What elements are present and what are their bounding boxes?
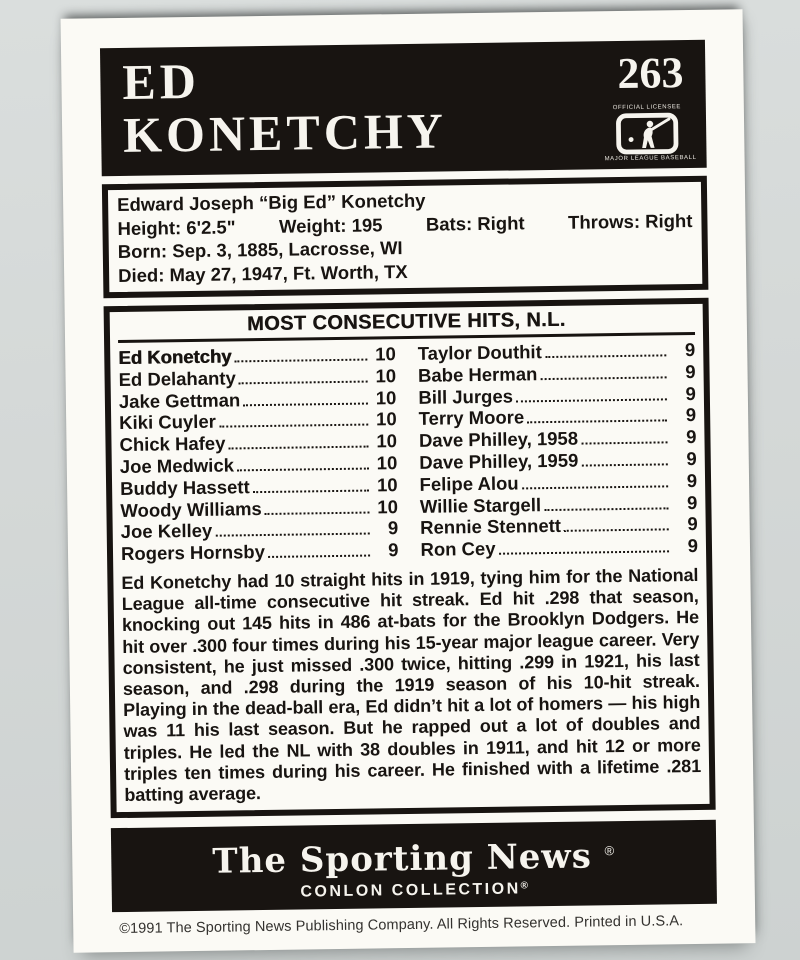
dot-leader [545, 354, 667, 358]
biography-paragraph: Ed Konetchy had 10 straight hits in 1919, tying him for the National League all-time consecutive hit streak. Ed hit .298 that season, knocking out 145 hits in 486 at-bats for the Brooklyn Dodgers. He hit over .300 four times during his 15-year major league career. Very consistent, he just missed .300 twice, hitting .299 in 1921, his last season, and .298 during the 1919 season of his 10-hit streak. Playing in the dead-ball era, Ed didn’t hit a lot of homers — his high was 11 his last season. But he rapped out a lot of doubles and triples. He led the NL with 38 doubles in 1911, and hit 12 or more triples ten times during his career. He finished with a lifetime .281 batting average. [121, 564, 702, 805]
stat-player-name: Chick Hafey [119, 432, 226, 456]
stat-player-name: Dave Philley, 1958 [418, 427, 579, 452]
player-last-name: KONETCHY [122, 102, 448, 163]
stat-value: 9 [685, 404, 697, 426]
stats-table [118, 339, 698, 565]
stat-value: 10 [375, 364, 397, 387]
stat-player-name: Babe Herman [417, 362, 538, 386]
stat-player-name: Rennie Stennett [420, 515, 562, 539]
stat-player-name: Joe Medwick [119, 454, 235, 477]
bio-box [102, 176, 709, 298]
stat-value: 10 [376, 452, 398, 474]
dot-leader [522, 485, 668, 489]
stat-player-name: Kiki Cuyler [119, 411, 216, 434]
stats-left-column [118, 343, 399, 565]
dot-leader [581, 442, 667, 445]
dot-leader [544, 507, 668, 511]
dot-leader [516, 398, 667, 402]
mlb-logo-bottom-text: MAJOR LEAGUE BASEBALL [604, 154, 697, 163]
stat-player-name: Buddy Hassett [119, 475, 250, 499]
stat-value: 10 [376, 430, 398, 452]
mlb-batter-icon [615, 112, 680, 155]
dot-leader [228, 446, 368, 450]
stat-player-name: Ed Delahanty [118, 367, 236, 390]
stat-value: 9 [388, 539, 399, 561]
dot-leader [499, 551, 669, 555]
bio-vital-item: Throws: Right [567, 209, 693, 233]
dot-leader [239, 380, 367, 384]
stat-value: 9 [687, 535, 699, 557]
registered-mark-icon: ® [604, 843, 616, 859]
stat-value: 9 [686, 491, 698, 513]
stat-player-name: Woody Williams [120, 497, 262, 521]
bio-vital-item: Bats: Right [425, 211, 525, 235]
stat-player-name: Willie Stargell [419, 493, 542, 517]
mlb-logo [604, 104, 697, 163]
dot-leader [564, 529, 669, 532]
sporting-news-wordmark: The Sporting News [212, 836, 593, 882]
dot-leader [265, 511, 369, 514]
stat-value: 9 [684, 338, 696, 361]
dot-leader [581, 463, 667, 466]
stat-player-name: Taylor Douthit [417, 341, 542, 364]
stat-player-name: Bill Jurges [418, 385, 514, 408]
stat-value: 9 [387, 517, 399, 539]
player-first-name: ED [122, 52, 201, 110]
stat-value: 9 [687, 513, 698, 535]
stat-value: 10 [377, 495, 399, 518]
stats-right-column [418, 339, 699, 561]
stat-value: 9 [686, 469, 698, 491]
stat-value: 10 [375, 408, 397, 430]
dot-leader [527, 420, 667, 424]
card-number: 263 [617, 48, 684, 99]
dot-leader [215, 533, 369, 537]
bio-vital-item: Height: 6'2.5" [117, 215, 236, 239]
stat-row [121, 539, 399, 565]
stat-player-name: Joe Kelley [120, 520, 213, 543]
stat-value: 9 [685, 382, 696, 404]
dot-leader [540, 376, 666, 380]
copyright-line: ©1991 The Sporting News Publishing Company. All Rights Reserved. Printed in U.S.A. [119, 913, 684, 938]
bio-born: Born: Sep. 3, 1885, Lacrosse, WI [117, 237, 403, 263]
dot-leader [234, 359, 366, 363]
registered-mark-icon: ® [520, 880, 529, 892]
bio-died: Died: May 27, 1947, Ft. Worth, TX [117, 260, 408, 286]
stat-player-name: Terry Moore [418, 406, 525, 430]
bio-full-name: Edward Joseph “Big Ed” Konetchy [117, 189, 426, 216]
stat-value: 9 [686, 447, 697, 470]
stat-value: 10 [375, 343, 396, 365]
stat-value: 9 [685, 360, 696, 382]
dot-leader [243, 402, 367, 406]
dot-leader [268, 555, 370, 558]
header-bar [100, 40, 707, 176]
baseball-card-back [61, 9, 756, 952]
stats-and-bio-box [104, 298, 716, 819]
stat-value: 10 [375, 386, 397, 409]
mlb-logo-top-text: OFFICIAL LICENSEE [612, 104, 682, 112]
stat-value: 10 [376, 473, 398, 496]
stat-player-name: Jake Gettman [118, 388, 241, 412]
stat-player-name: Felipe Alou [419, 472, 519, 495]
footer-brand-bar [111, 820, 717, 912]
stat-value: 9 [686, 426, 697, 448]
stat-player-name: Rogers Hornsby [120, 541, 266, 565]
dot-leader [219, 424, 368, 428]
conlon-collection-text: CONLON COLLECTION [300, 880, 521, 901]
stat-player-name: Ed Konetchy [118, 345, 232, 369]
stats-title: MOST CONSECUTIVE HITS, N.L. [246, 308, 566, 336]
stat-player-name: Ron Cey [420, 537, 496, 560]
dot-leader [253, 489, 369, 493]
bio-vital-item: Weight: 195 [278, 213, 383, 237]
stat-row [420, 535, 698, 561]
stat-player-name: Dave Philley, 1959 [419, 449, 579, 473]
dot-leader [237, 468, 368, 472]
